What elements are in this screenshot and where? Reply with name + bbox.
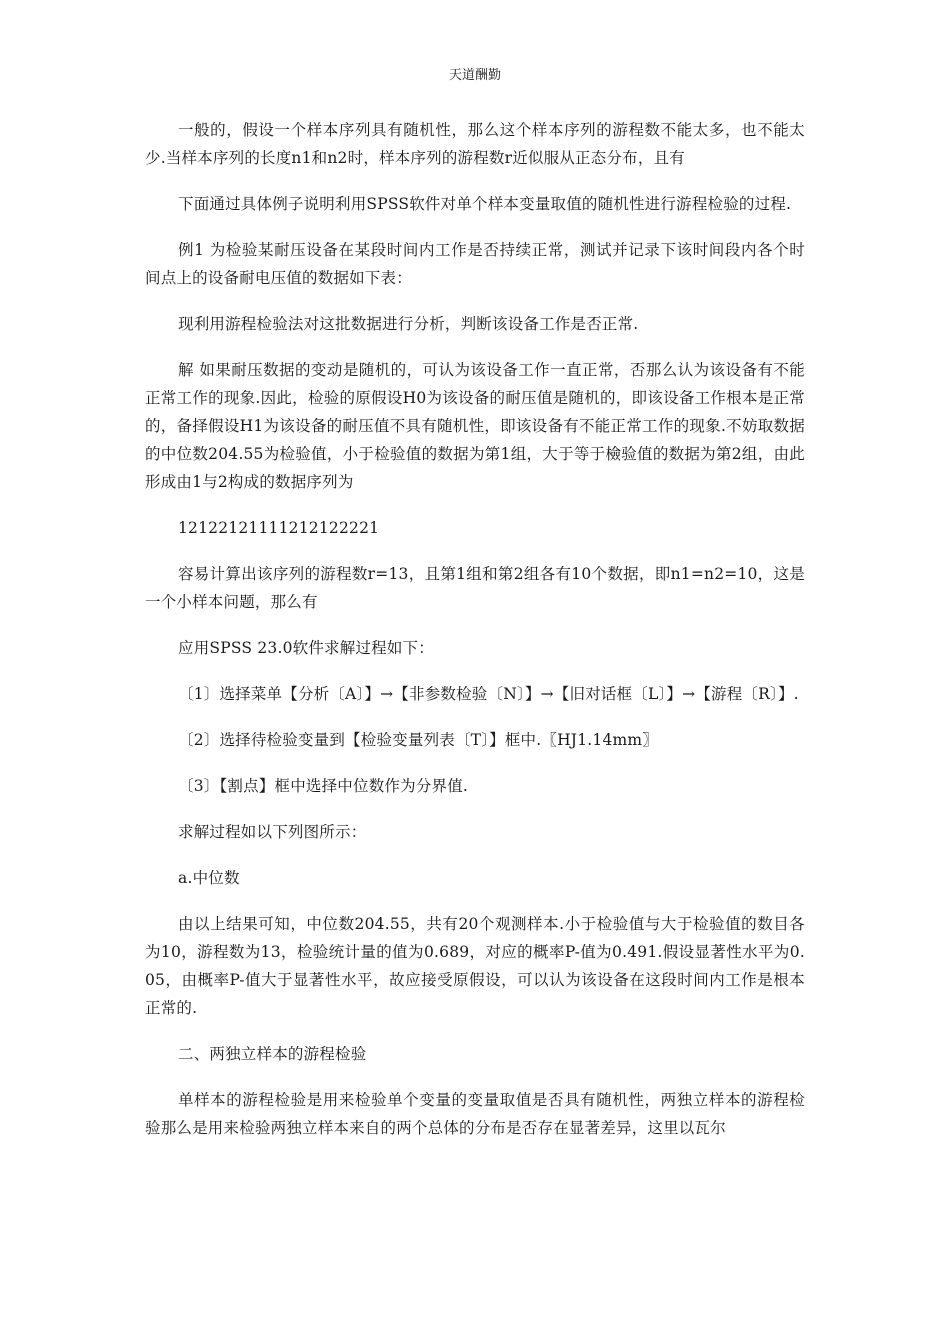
paragraph-12: 求解过程如以下列图所示： xyxy=(178,823,367,841)
document-body xyxy=(145,116,805,1160)
paragraph-6: 12122121111212122221 xyxy=(178,519,380,537)
paragraph-15: 二、两独立样本的游程检验 xyxy=(178,1045,367,1063)
paragraph-5: 解 如果耐压数据的变动是随机的，可认为该设备工作一直正常，否那么认为该设备有不能正常工作的现象.因此，检验的原假设H0为该设备的耐压值是随机的，即该设备工作根本是正常的，备择假设H1为该设备的耐压值不具有随机性，即该设备有不能正常工作的现象.不妨取数据的中位数204.55为检验值，小于检验值的数据为第1组，大于等于檢验值的数据为第2组，由此形成由1与2构成的数据序列为 xyxy=(145,361,805,491)
paragraph-3: 例1 为检验某耐压设备在某段时间内工作是否持续正常，测试并记录下该时间段内各个时间点上的设备耐电压值的数据如下表： xyxy=(145,241,805,287)
paragraph-10: 〔2〕选择待检验变量到【检验变量列表〔T〕】框中.〖HJ1.14mm〗 xyxy=(178,731,659,749)
paragraph-2: 下面通过具体例子说明利用SPSS软件对单个样本变量取值的随机性进行游程检验的过程. xyxy=(178,195,792,213)
paragraph-1: 一般的，假设一个样本序列具有随机性，那么这个样本序列的游程数不能太多，也不能太少.当样本序列的长度n1和n2时，样本序列的游程数r近似服从正态分布，且有 xyxy=(145,121,805,167)
paragraph-14: 由以上结果可知，中位数204.55，共有20个观测样本.小于检验值与大于检验值的数目各为10，游程数为13，检验统计量的值为0.689，对应的概率P-值为0.491.假设显著性水平为0.05，由概率P-值大于显著性水平，故应接受原假设，可以认为该设备在这段时间内工作是根本正常的. xyxy=(145,915,805,1017)
paragraph-7: 容易计算出该序列的游程数r=13，且第1组和第2组各有10个数据，即n1=n2=10，这是一个小样本问题，那么有 xyxy=(145,565,805,611)
paragraph-4: 现利用游程检验法对这批数据进行分析，判断该设备工作是否正常. xyxy=(178,315,639,333)
paragraph-16: 单样本的游程检验是用来检验单个变量的变量取值是否具有随机性，两独立样本的游程检验那么是用来检验两独立样本来自的两个总体的分布是否存在显著差异，这里以瓦尔 xyxy=(145,1091,805,1137)
paragraph-8: 应用SPSS 23.0软件求解过程如下： xyxy=(178,639,434,657)
paragraph-11: 〔3〕【割点】框中选择中位数作为分界值. xyxy=(178,777,469,795)
page-header: 天道酬勤 xyxy=(448,68,501,83)
paragraph-13: a.中位数 xyxy=(178,869,240,887)
paragraph-9: 〔1〕选择菜单【分析〔A〕】→【非参数检验〔N〕】→【旧对话框〔L〕】→【游程〔R〕】. xyxy=(178,685,799,703)
